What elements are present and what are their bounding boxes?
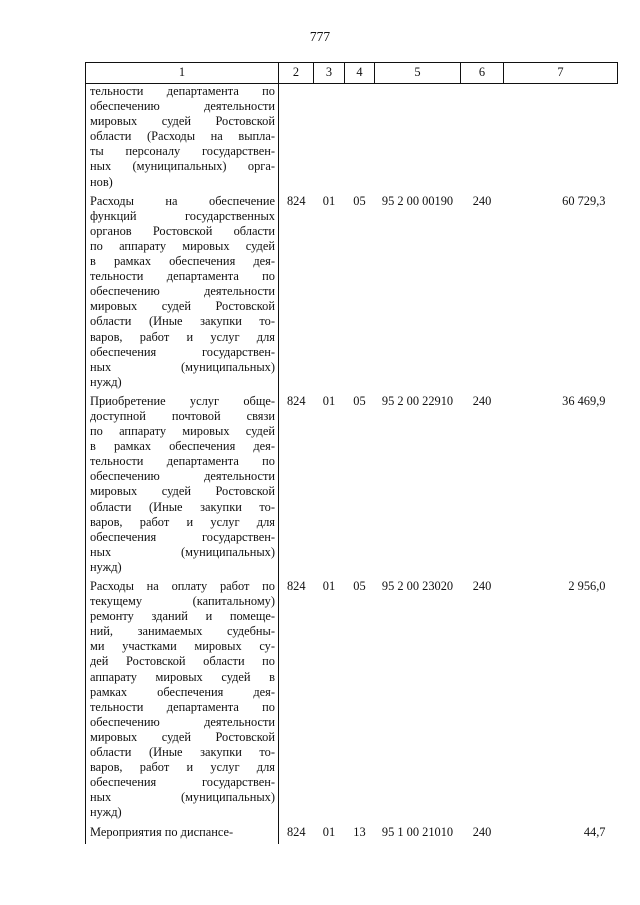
subsection-column-cell: 13 bbox=[353, 824, 366, 839]
description-line: обеспечению деятельности bbox=[90, 469, 275, 484]
description-line: Расходы на обеспечение bbox=[90, 193, 275, 208]
description-line: тельности департамента по bbox=[90, 269, 275, 284]
column-header-3: 3 bbox=[314, 63, 345, 84]
row-description bbox=[86, 394, 279, 579]
amount-column-cell: 36 469,9 bbox=[562, 393, 606, 408]
description-line: по аппарату мировых судей bbox=[90, 424, 275, 439]
section-column-cell: 01 bbox=[322, 193, 336, 208]
description-line: тельности департамента по bbox=[90, 699, 275, 714]
description-line: мировых судей Ростовской bbox=[90, 299, 275, 314]
description-line: рамках обеспечения дея- bbox=[90, 684, 275, 699]
description-line: Расходы на оплату работ по bbox=[90, 579, 275, 593]
target-article-column-cell: 95 2 00 00190 bbox=[381, 193, 454, 208]
expense-type-column-cell: 240 bbox=[472, 824, 492, 839]
target-article-column-cell: 95 2 00 22910 bbox=[381, 393, 454, 408]
column-header-5: 5 bbox=[375, 63, 461, 84]
description-line: ремонту зданий и помеще- bbox=[90, 609, 275, 624]
row-description bbox=[86, 579, 279, 825]
description-line: обеспечению деятельности bbox=[90, 284, 275, 299]
column-header-1: 1 bbox=[86, 63, 279, 84]
description-line: мировых судей Ростовской bbox=[90, 729, 275, 744]
description-line: ми участками мировых су- bbox=[90, 639, 275, 654]
column-header-7: 7 bbox=[504, 63, 618, 84]
description-line: тельности департамента по bbox=[90, 84, 275, 98]
description-line: обеспечения государствен- bbox=[90, 775, 275, 790]
description-line: мировых судей Ростовской bbox=[90, 114, 275, 129]
row-description bbox=[86, 825, 279, 844]
description-line: нужд) bbox=[90, 559, 122, 574]
description-line: по аппарату мировых судей bbox=[90, 238, 275, 253]
page-number: 777 bbox=[309, 29, 331, 44]
description-line: текущему (капитальному) bbox=[90, 594, 275, 609]
description-line: области (Иные закупки то- bbox=[90, 499, 275, 514]
section-column-cell: 01 bbox=[322, 824, 336, 839]
section-column-cell: 01 bbox=[322, 579, 336, 593]
code-column-cell: 824 bbox=[286, 579, 306, 593]
budget-table bbox=[85, 62, 618, 844]
description-line: нужд) bbox=[90, 374, 122, 389]
row-description bbox=[86, 194, 279, 394]
description-line: области (Иные закупки то- bbox=[90, 314, 275, 329]
table-row bbox=[86, 579, 618, 825]
description-line: области (Расходы на выпла- bbox=[90, 129, 275, 144]
description-line: мировых судей Ростовской bbox=[90, 484, 275, 499]
description-line: ний, занимаемых судебны- bbox=[90, 624, 275, 639]
description-line: ных (муниципальных) bbox=[90, 790, 275, 805]
column-header-2: 2 bbox=[279, 63, 314, 84]
description-line: варов, работ и услуг для bbox=[90, 760, 275, 775]
table-header-row bbox=[86, 63, 618, 84]
amount-column-cell: 2 956,0 bbox=[568, 579, 606, 593]
description-line: дей Ростовской области по bbox=[90, 654, 275, 669]
description-line: ных (муниципальных) bbox=[90, 544, 275, 559]
amount-column-cell: 44,7 bbox=[583, 824, 606, 839]
description-line: в рамках обеспечения дея- bbox=[90, 439, 275, 454]
description-line: области (Иные закупки то- bbox=[90, 745, 275, 760]
description-line: нужд) bbox=[90, 805, 122, 820]
description-line: варов, работ и услуг для bbox=[90, 329, 275, 344]
description-line: ты персоналу государствен- bbox=[90, 144, 275, 159]
description-line: обеспечению деятельности bbox=[90, 99, 275, 114]
amount-column-cell: 60 729,3 bbox=[562, 193, 606, 208]
description-line: доступной почтовой связи bbox=[90, 408, 275, 423]
target-article-column-cell: 95 1 00 21010 bbox=[381, 824, 454, 839]
description-line: органов Ростовской области bbox=[90, 223, 275, 238]
expense-type-column-cell: 240 bbox=[472, 579, 492, 593]
expense-type-column-cell: 240 bbox=[472, 193, 492, 208]
subsection-column-cell: 05 bbox=[353, 393, 366, 408]
code-column-cell bbox=[279, 84, 314, 194]
description-line: в рамках обеспечения дея- bbox=[90, 254, 275, 269]
description-line: обеспечения государствен- bbox=[90, 344, 275, 359]
description-line: обеспечению деятельности bbox=[90, 714, 275, 729]
table-row bbox=[86, 84, 618, 194]
table-body bbox=[86, 84, 618, 844]
row-description bbox=[86, 84, 279, 194]
code-column-cell: 824 bbox=[286, 193, 306, 208]
description-line: ных (муниципальных) орга- bbox=[90, 159, 275, 174]
description-line: Мероприятия по диспансе- bbox=[90, 824, 234, 839]
table-row bbox=[86, 394, 618, 579]
description-line: ных (муниципальных) bbox=[90, 359, 275, 374]
column-header-4: 4 bbox=[345, 63, 375, 84]
expense-type-column-cell: 240 bbox=[472, 393, 492, 408]
table-row bbox=[86, 825, 618, 844]
section-column-cell bbox=[314, 84, 345, 194]
description-line: тельности департамента по bbox=[90, 454, 275, 469]
subsection-column-cell: 05 bbox=[353, 193, 366, 208]
column-header-6: 6 bbox=[461, 63, 504, 84]
description-line: аппарату мировых судей в bbox=[90, 669, 275, 684]
description-line: нов) bbox=[90, 174, 113, 189]
description-line: обеспечения государствен- bbox=[90, 529, 275, 544]
code-column-cell: 824 bbox=[286, 393, 306, 408]
table-row bbox=[86, 194, 618, 394]
target-article-column-cell bbox=[375, 84, 461, 194]
subsection-column-cell: 05 bbox=[353, 579, 366, 593]
section-column-cell: 01 bbox=[322, 393, 336, 408]
amount-column-cell bbox=[504, 84, 618, 194]
code-column-cell: 824 bbox=[286, 824, 306, 839]
target-article-column-cell: 95 2 00 23020 bbox=[381, 579, 454, 593]
subsection-column-cell bbox=[345, 84, 375, 194]
description-line: варов, работ и услуг для bbox=[90, 514, 275, 529]
description-line: функций государственных bbox=[90, 208, 275, 223]
description-line: Приобретение услуг обще- bbox=[90, 393, 275, 408]
expense-type-column-cell bbox=[461, 84, 504, 194]
